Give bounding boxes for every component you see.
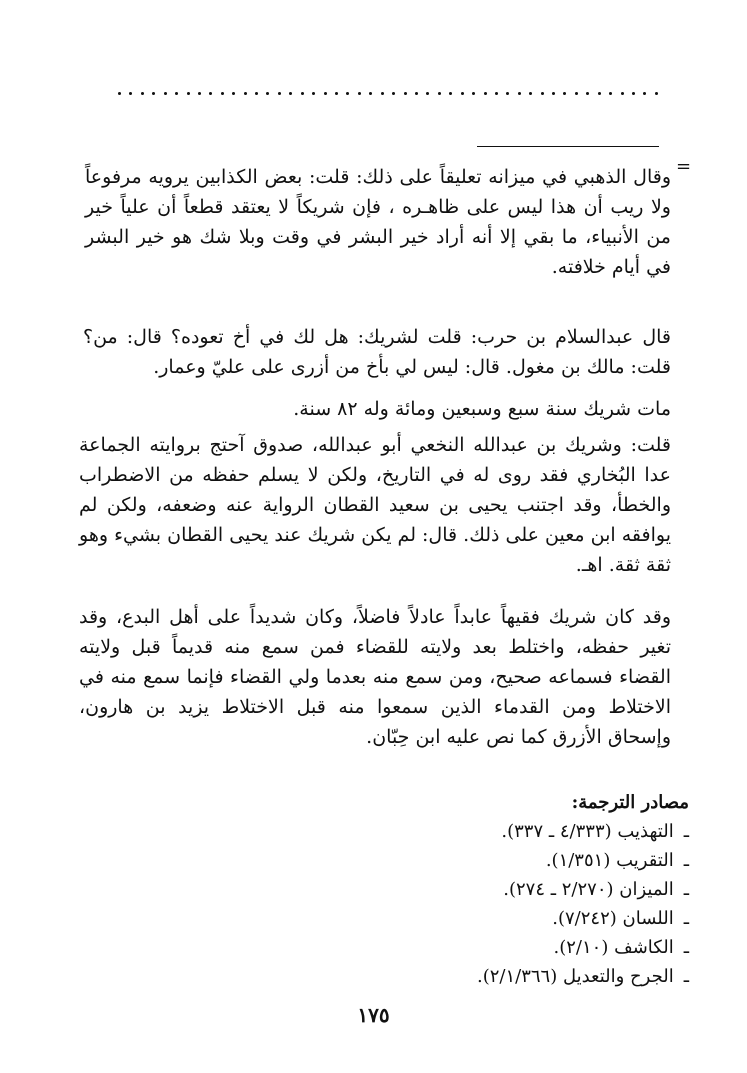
footnote-rule xyxy=(477,146,659,147)
header-dot xyxy=(312,92,315,95)
list-dash: ـ xyxy=(683,937,689,958)
source-text: التقريب (١/٣٥١). xyxy=(545,850,674,871)
header-dot xyxy=(541,92,544,95)
header-dot xyxy=(346,92,349,95)
header-dot xyxy=(586,92,589,95)
header-dot xyxy=(278,92,281,95)
source-item xyxy=(69,846,689,875)
paragraph-abdulsalam-narration: قال عبدالسلام بن حرب: قلت لشريك: هل لك في أخ تعوده؟ قال: من؟ قلت: مالك بن مغول. قال: ليس لي بأخ من أزرى على عليّ وعمار. xyxy=(83,326,671,378)
page-number: ١٧٥ xyxy=(357,1003,390,1027)
header-dot xyxy=(426,92,429,95)
header-dot xyxy=(301,92,304,95)
header-dot xyxy=(632,92,635,95)
header-dot xyxy=(438,92,441,95)
source-text: الكاشف (٢/١٠). xyxy=(553,937,674,958)
header-dot xyxy=(529,92,532,95)
header-dot xyxy=(404,92,407,95)
header-dot xyxy=(187,92,190,95)
header-dot xyxy=(598,92,601,95)
header-dot xyxy=(621,92,624,95)
sources-section xyxy=(69,788,689,991)
source-item xyxy=(69,904,689,933)
source-text: الجرح والتعديل (٢/١/٣٦٦). xyxy=(476,966,674,987)
source-text: اللسان (٧/٢٤٢). xyxy=(552,908,674,929)
header-dot xyxy=(358,92,361,95)
source-item xyxy=(69,933,689,962)
header-dot xyxy=(266,92,269,95)
source-item xyxy=(69,817,689,846)
header-dot xyxy=(449,92,452,95)
header-dot xyxy=(392,92,395,95)
header-dotted-line xyxy=(118,86,658,100)
header-dot xyxy=(221,92,224,95)
header-dot xyxy=(232,92,235,95)
source-text: التهذيب (٤/٣٣٣ ـ ٣٣٧). xyxy=(501,821,674,842)
source-item xyxy=(69,875,689,904)
header-dot xyxy=(563,92,566,95)
list-dash: ـ xyxy=(683,966,689,987)
sources-heading: مصادر الترجمة: xyxy=(571,792,689,813)
source-text: الميزان (٢/٢٧٠ ـ ٢٧٤). xyxy=(503,879,674,900)
header-dot xyxy=(506,92,509,95)
header-dot xyxy=(244,92,247,95)
source-item xyxy=(69,962,689,991)
sources-list xyxy=(69,817,689,991)
list-dash: ـ xyxy=(683,821,689,842)
header-dot xyxy=(129,92,132,95)
header-dot xyxy=(255,92,258,95)
paragraph-author-assessment: قلت: وشريك بن عبدالله النخعي أبو عبدالله، صدوق آحتج بروايته الجماعة عدا البُخاري فقد روى له في التاريخ، ولكن لا يسلم حفظه من الاضطراب والخطأ، وقد اجتنب يحيى بن سعيد القطان الرواية عنه وضعفه، ولكن لم يوافقه ابن معين على ذلك. قال: لم يكن شريك عند يحيى القطان بشيء وهو ثقة ثقة. اهـ. xyxy=(79,434,671,576)
header-dot xyxy=(209,92,212,95)
header-dot xyxy=(472,92,475,95)
header-dot xyxy=(141,92,144,95)
header-dot xyxy=(369,92,372,95)
header-dot xyxy=(415,92,418,95)
header-dot xyxy=(495,92,498,95)
header-dot xyxy=(461,92,464,95)
paragraph-dhahabi-comment: وقال الذهبي في ميزانه تعليقاً على ذلك: قلت: بعض الكذابين يرويه مرفوعاً ولا ريب أن هذا ليس على ظاهـره ، فإن شريكاً لا يعتقد قطعاً أن علياً خير من الأنبياء، ما بقي إلا أنه أراد خير البشر في وقت وبلا شك هو خير البشر في أيام خلافته. xyxy=(85,166,671,278)
header-dot xyxy=(655,92,658,95)
header-dot xyxy=(643,92,646,95)
header-dot xyxy=(575,92,578,95)
header-dot xyxy=(518,92,521,95)
header-dot xyxy=(484,92,487,95)
header-dot xyxy=(118,92,121,95)
header-dot xyxy=(289,92,292,95)
paragraph-death-date: مات شريك سنة سبع وسبعين ومائة وله ٨٢ سنة. xyxy=(293,398,671,420)
header-dot xyxy=(175,92,178,95)
margin-mark: = xyxy=(676,156,692,177)
header-dot xyxy=(152,92,155,95)
list-dash: ـ xyxy=(683,850,689,871)
paragraph-sharik-description: وقد كان شريك فقيهاً عابداً عادلاً فاضلاً، وكان شديداً على أهل البدع، وقد تغير حفظه، واختلط بعد ولايته للقضاء فمن سمع منه قديماً قبل ولايته القضاء فسماعه صحيح، ومن سمع منه بعدما ولي القضاء فإنما سمع منه في الاختلاط ومن القدماء الذين سمعوا منه قبل الاختلاط يزيد بن هارون، وإسحاق الأزرق كما نص عليه ابن حِبّان. xyxy=(79,606,671,748)
header-dot xyxy=(164,92,167,95)
header-dot xyxy=(381,92,384,95)
list-dash: ـ xyxy=(683,879,689,900)
list-dash: ـ xyxy=(683,908,689,929)
header-dot xyxy=(552,92,555,95)
header-dot xyxy=(198,92,201,95)
header-dot xyxy=(324,92,327,95)
header-dot xyxy=(335,92,338,95)
header-dot xyxy=(609,92,612,95)
